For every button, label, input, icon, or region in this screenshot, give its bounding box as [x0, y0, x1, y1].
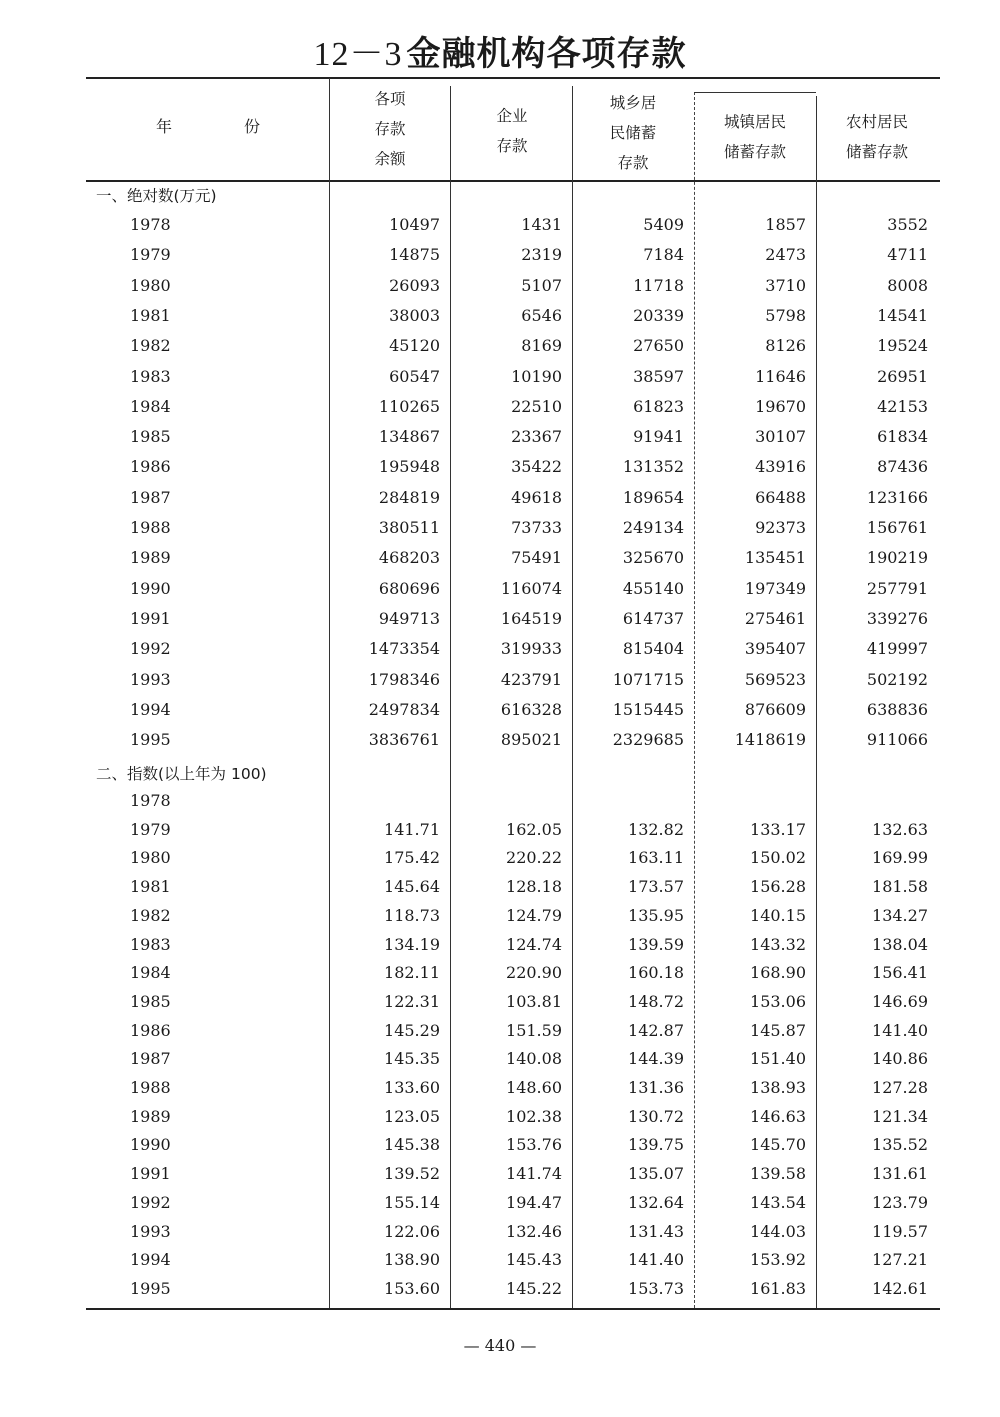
- urban-rural-cell: 11718: [633, 275, 684, 295]
- urban-rural-cell: 131.36: [628, 1078, 684, 1097]
- year-cell: 1981: [130, 877, 171, 897]
- total-cell: 195948: [378, 457, 440, 477]
- urban-cell: 133.17: [750, 819, 806, 839]
- urban-cell: 2473: [765, 245, 806, 265]
- rural-cell: 134.27: [872, 905, 928, 925]
- year-cell: 1980: [130, 848, 171, 868]
- year-cell: 1990: [130, 1135, 171, 1155]
- rural-cell: 141.40: [872, 1020, 928, 1040]
- table-row: [0, 609, 1000, 635]
- year-cell: 1992: [130, 639, 171, 659]
- enterprise-cell: 6546: [521, 305, 562, 325]
- urban-cell: 197349: [744, 578, 806, 598]
- total-cell: 45120: [389, 336, 440, 356]
- table-row: [0, 457, 1000, 483]
- total-cell: 3836761: [368, 730, 440, 750]
- header-urban-rural-savings: 城乡居 民储蓄 存款: [609, 94, 657, 172]
- urban-cell: 569523: [744, 669, 806, 689]
- urban-cell: 168.90: [750, 963, 806, 983]
- enterprise-cell: 319933: [500, 639, 562, 659]
- urban-cell: 30107: [755, 427, 806, 447]
- total-cell: 110265: [378, 396, 440, 416]
- year-cell: 1985: [130, 991, 171, 1011]
- urban-cell: 140.15: [750, 905, 806, 925]
- total-cell: 145.29: [384, 1020, 440, 1040]
- urban-rural-cell: 815404: [622, 639, 684, 659]
- subheader-rule: [694, 92, 816, 93]
- section-index-label: 二、指数(以上年为 100): [96, 765, 267, 783]
- total-cell: 145.38: [384, 1135, 440, 1155]
- table-row: [0, 639, 1000, 665]
- table-row: [0, 1250, 1000, 1276]
- rural-cell: 4711: [887, 245, 928, 265]
- year-cell: 1978: [130, 215, 171, 234]
- urban-rural-cell: 131.43: [628, 1221, 684, 1241]
- total-cell: 949713: [378, 608, 440, 628]
- table-row: [0, 397, 1000, 423]
- rural-cell: 121.34: [872, 1106, 928, 1126]
- table-row: [0, 700, 1000, 726]
- year-cell: 1993: [130, 669, 171, 689]
- enterprise-cell: 141.74: [506, 1164, 562, 1184]
- table-row: [0, 215, 1000, 241]
- year-cell: 1995: [130, 1278, 171, 1298]
- year-cell: 1982: [130, 336, 171, 356]
- year-cell: 1987: [130, 1049, 171, 1069]
- table-row: [0, 1193, 1000, 1219]
- urban-cell: 11646: [755, 366, 806, 386]
- rural-cell: 132.63: [872, 819, 928, 839]
- table-row: [0, 336, 1000, 362]
- enterprise-cell: 220.22: [506, 848, 562, 868]
- total-cell: 175.42: [384, 848, 440, 868]
- header-top-rule: [86, 77, 940, 79]
- year-cell: 1995: [130, 730, 171, 750]
- table-row: [0, 877, 1000, 903]
- page-number: — 440 —: [463, 1336, 537, 1355]
- urban-rural-cell: 139.75: [628, 1135, 684, 1155]
- urban-cell: 145.70: [750, 1135, 806, 1155]
- table-row: [0, 848, 1000, 874]
- enterprise-cell: 5107: [521, 275, 562, 295]
- enterprise-cell: 116074: [500, 578, 562, 598]
- total-cell: 2497834: [368, 699, 440, 719]
- header-urban-savings: 城镇居民 储蓄存款: [723, 113, 786, 161]
- year-cell: 1991: [130, 608, 171, 628]
- table-row: [0, 1107, 1000, 1133]
- urban-cell: 19670: [755, 396, 806, 416]
- header-rural-savings: 农村居民 储蓄存款: [845, 113, 908, 161]
- table-row: [0, 488, 1000, 514]
- year-cell: 1981: [130, 305, 171, 325]
- year-cell: 1988: [130, 1078, 171, 1097]
- total-cell: 10497: [389, 215, 440, 234]
- urban-cell: 151.40: [750, 1049, 806, 1069]
- table-row: [0, 670, 1000, 696]
- urban-cell: 275461: [744, 608, 806, 628]
- year-cell: 1984: [130, 396, 171, 416]
- enterprise-cell: 616328: [500, 699, 562, 719]
- rural-cell: 190219: [866, 548, 928, 568]
- total-cell: 123.05: [384, 1106, 440, 1126]
- urban-rural-cell: 163.11: [628, 848, 684, 868]
- total-cell: 60547: [389, 366, 440, 386]
- urban-rural-cell: 20339: [633, 305, 684, 325]
- table-row: [0, 730, 1000, 756]
- enterprise-cell: 162.05: [506, 819, 562, 839]
- rural-cell: 638836: [866, 699, 928, 719]
- table-row: [0, 992, 1000, 1018]
- rural-cell: 127.28: [872, 1078, 928, 1097]
- urban-rural-cell: 7184: [643, 245, 684, 265]
- enterprise-cell: 103.81: [506, 991, 562, 1011]
- table-bottom-rule: [86, 1308, 940, 1310]
- rural-cell: 19524: [877, 336, 928, 356]
- table-row: [0, 1164, 1000, 1190]
- table-number: 12－3: [313, 36, 403, 73]
- enterprise-cell: 23367: [511, 427, 562, 447]
- year-cell: 1989: [130, 548, 171, 568]
- enterprise-cell: 1431: [521, 215, 562, 234]
- year-cell: 1994: [130, 1250, 171, 1270]
- rural-cell: 419997: [866, 639, 928, 659]
- enterprise-cell: 145.22: [506, 1278, 562, 1298]
- rural-cell: 87436: [877, 457, 928, 477]
- rural-cell: 156.41: [872, 963, 928, 983]
- rural-cell: 502192: [866, 669, 928, 689]
- table-row: [0, 1222, 1000, 1248]
- urban-rural-cell: 249134: [622, 518, 684, 537]
- year-cell: 1989: [130, 1106, 171, 1126]
- urban-cell: 3710: [765, 275, 806, 295]
- urban-cell: 144.03: [750, 1221, 806, 1241]
- header-total-deposits: 各项 存款 余额: [374, 90, 406, 168]
- urban-rural-cell: 455140: [622, 578, 684, 598]
- total-cell: 1798346: [368, 669, 440, 689]
- total-cell: 134.19: [384, 934, 440, 954]
- urban-cell: 153.92: [750, 1250, 806, 1270]
- rural-cell: 14541: [877, 305, 928, 325]
- urban-cell: 8126: [765, 336, 806, 356]
- urban-cell: 161.83: [750, 1278, 806, 1298]
- year-cell: 1983: [130, 934, 171, 954]
- rural-cell: 146.69: [872, 991, 928, 1011]
- enterprise-cell: 140.08: [506, 1049, 562, 1069]
- rural-cell: 156761: [866, 518, 928, 537]
- total-cell: 38003: [389, 305, 440, 325]
- urban-cell: 876609: [744, 699, 806, 719]
- enterprise-cell: 124.79: [506, 905, 562, 925]
- enterprise-cell: 895021: [500, 730, 562, 750]
- enterprise-cell: 2319: [521, 245, 562, 265]
- enterprise-cell: 148.60: [506, 1078, 562, 1097]
- table-row: [0, 427, 1000, 453]
- urban-rural-cell: 144.39: [628, 1049, 684, 1069]
- urban-cell: 135451: [744, 548, 806, 568]
- year-cell: 1992: [130, 1192, 171, 1212]
- enterprise-cell: 22510: [511, 396, 562, 416]
- year-cell: 1980: [130, 275, 171, 295]
- table-row: [0, 1021, 1000, 1047]
- urban-rural-cell: 27650: [633, 336, 684, 356]
- table-row: [0, 579, 1000, 605]
- total-cell: 680696: [378, 578, 440, 598]
- urban-rural-cell: 91941: [633, 427, 684, 447]
- table-row: [0, 276, 1000, 302]
- total-cell: 153.60: [384, 1278, 440, 1298]
- urban-rural-cell: 131352: [622, 457, 684, 477]
- urban-rural-cell: 2329685: [612, 730, 684, 750]
- urban-cell: 92373: [755, 518, 806, 537]
- total-cell: 468203: [378, 548, 440, 568]
- urban-rural-cell: 614737: [622, 608, 684, 628]
- urban-rural-cell: 1515445: [612, 699, 684, 719]
- urban-rural-cell: 130.72: [628, 1106, 684, 1126]
- enterprise-cell: 35422: [511, 457, 562, 477]
- rural-cell: 135.52: [872, 1135, 928, 1155]
- enterprise-cell: 132.46: [506, 1221, 562, 1241]
- urban-cell: 153.06: [750, 991, 806, 1011]
- urban-cell: 156.28: [750, 877, 806, 897]
- table-row: [0, 1078, 1000, 1104]
- urban-cell: 5798: [765, 305, 806, 325]
- year-cell: 1990: [130, 578, 171, 598]
- rural-cell: 169.99: [872, 848, 928, 868]
- total-cell: 134867: [378, 427, 440, 447]
- total-cell: 141.71: [384, 819, 440, 839]
- urban-rural-cell: 153.73: [628, 1278, 684, 1298]
- enterprise-cell: 102.38: [506, 1106, 562, 1126]
- table-row: [0, 906, 1000, 932]
- total-cell: 145.64: [384, 877, 440, 897]
- urban-rural-cell: 38597: [633, 366, 684, 386]
- urban-rural-cell: 5409: [643, 215, 684, 234]
- page-title: [0, 26, 1000, 75]
- rural-cell: 61834: [877, 427, 928, 447]
- enterprise-cell: 49618: [511, 487, 562, 507]
- table-row: [0, 367, 1000, 393]
- table-row: [0, 791, 1000, 817]
- rural-cell: 123.79: [872, 1192, 928, 1212]
- year-cell: 1979: [130, 819, 171, 839]
- enterprise-cell: 8169: [521, 336, 562, 356]
- enterprise-cell: 73733: [511, 518, 562, 537]
- year-cell: 1991: [130, 1164, 171, 1184]
- urban-rural-cell: 189654: [622, 487, 684, 507]
- rural-cell: 142.61: [872, 1278, 928, 1298]
- urban-cell: 43916: [755, 457, 806, 477]
- year-cell: 1993: [130, 1221, 171, 1241]
- enterprise-cell: 10190: [511, 366, 562, 386]
- header-enterprise-deposits: 企业 存款: [496, 107, 528, 155]
- rural-cell: 138.04: [872, 934, 928, 954]
- table-title-text: 金融机构各项存款: [406, 34, 687, 74]
- rural-cell: 123166: [866, 487, 928, 507]
- year-cell: 1986: [130, 457, 171, 477]
- enterprise-cell: 128.18: [506, 877, 562, 897]
- urban-cell: 1418619: [734, 730, 806, 750]
- total-cell: 145.35: [384, 1049, 440, 1069]
- table-row: [0, 963, 1000, 989]
- table-row: [0, 1279, 1000, 1305]
- total-cell: 380511: [378, 518, 440, 537]
- urban-cell: 395407: [744, 639, 806, 659]
- total-cell: 122.06: [384, 1221, 440, 1241]
- table-row: [0, 306, 1000, 332]
- year-cell: 1986: [130, 1020, 171, 1040]
- urban-rural-cell: 141.40: [628, 1250, 684, 1270]
- urban-cell: 139.58: [750, 1164, 806, 1184]
- rural-cell: 140.86: [872, 1049, 928, 1069]
- total-cell: 26093: [389, 275, 440, 295]
- year-cell: 1979: [130, 245, 171, 265]
- urban-rural-cell: 135.95: [628, 905, 684, 925]
- total-cell: 138.90: [384, 1250, 440, 1270]
- urban-rural-cell: 173.57: [628, 877, 684, 897]
- urban-rural-cell: 61823: [633, 396, 684, 416]
- rural-cell: 131.61: [872, 1164, 928, 1184]
- rural-cell: 42153: [877, 396, 928, 416]
- urban-cell: 150.02: [750, 848, 806, 868]
- urban-cell: 145.87: [750, 1020, 806, 1040]
- rural-cell: 911066: [866, 730, 928, 750]
- urban-cell: 138.93: [750, 1078, 806, 1097]
- urban-rural-cell: 132.82: [628, 819, 684, 839]
- year-cell: 1983: [130, 366, 171, 386]
- enterprise-cell: 124.74: [506, 934, 562, 954]
- urban-cell: 1857: [765, 215, 806, 234]
- rural-cell: 257791: [866, 578, 928, 598]
- year-cell: 1982: [130, 905, 171, 925]
- table-row: [0, 1135, 1000, 1161]
- enterprise-cell: 220.90: [506, 963, 562, 983]
- header-year-char-1: 年: [156, 117, 173, 136]
- year-cell: 1988: [130, 518, 171, 537]
- year-cell: 1985: [130, 427, 171, 447]
- total-cell: 118.73: [384, 905, 440, 925]
- urban-cell: 66488: [755, 487, 806, 507]
- rural-cell: 119.57: [872, 1221, 928, 1241]
- total-cell: 14875: [389, 245, 440, 265]
- total-cell: 182.11: [384, 963, 440, 983]
- year-cell: 1984: [130, 963, 171, 983]
- urban-rural-cell: 160.18: [628, 963, 684, 983]
- table-row: [0, 245, 1000, 271]
- urban-rural-cell: 135.07: [628, 1164, 684, 1184]
- enterprise-cell: 194.47: [506, 1192, 562, 1212]
- year-cell: 1978: [130, 791, 171, 810]
- table-row: [0, 935, 1000, 961]
- enterprise-cell: 75491: [511, 548, 562, 568]
- enterprise-cell: 153.76: [506, 1135, 562, 1155]
- total-cell: 1473354: [368, 639, 440, 659]
- header-bottom-rule: [86, 180, 940, 182]
- year-cell: 1987: [130, 487, 171, 507]
- table-row: [0, 820, 1000, 846]
- urban-rural-cell: 148.72: [628, 991, 684, 1011]
- rural-cell: 181.58: [872, 877, 928, 897]
- enterprise-cell: 145.43: [506, 1250, 562, 1270]
- urban-rural-cell: 132.64: [628, 1192, 684, 1212]
- enterprise-cell: 164519: [500, 608, 562, 628]
- section-absolute-label: 一、绝对数(万元): [96, 187, 217, 205]
- urban-rural-cell: 139.59: [628, 934, 684, 954]
- rural-cell: 339276: [866, 608, 928, 628]
- rural-cell: 8008: [887, 275, 928, 295]
- urban-cell: 146.63: [750, 1106, 806, 1126]
- urban-rural-cell: 1071715: [612, 669, 684, 689]
- rural-cell: 127.21: [872, 1250, 928, 1270]
- urban-cell: 143.54: [750, 1192, 806, 1212]
- urban-rural-cell: 325670: [622, 548, 684, 568]
- total-cell: 122.31: [384, 991, 440, 1011]
- total-cell: 139.52: [384, 1164, 440, 1184]
- table-row: [0, 1049, 1000, 1075]
- enterprise-cell: 423791: [500, 669, 562, 689]
- total-cell: 284819: [378, 487, 440, 507]
- header-year-char-2: 份: [244, 117, 261, 136]
- year-cell: 1994: [130, 699, 171, 719]
- table-row: [0, 548, 1000, 574]
- table-row: [0, 518, 1000, 544]
- total-cell: 155.14: [384, 1192, 440, 1212]
- total-cell: 133.60: [384, 1078, 440, 1097]
- enterprise-cell: 151.59: [506, 1020, 562, 1040]
- urban-cell: 143.32: [750, 934, 806, 954]
- urban-rural-cell: 142.87: [628, 1020, 684, 1040]
- rural-cell: 3552: [887, 215, 928, 234]
- rural-cell: 26951: [877, 366, 928, 386]
